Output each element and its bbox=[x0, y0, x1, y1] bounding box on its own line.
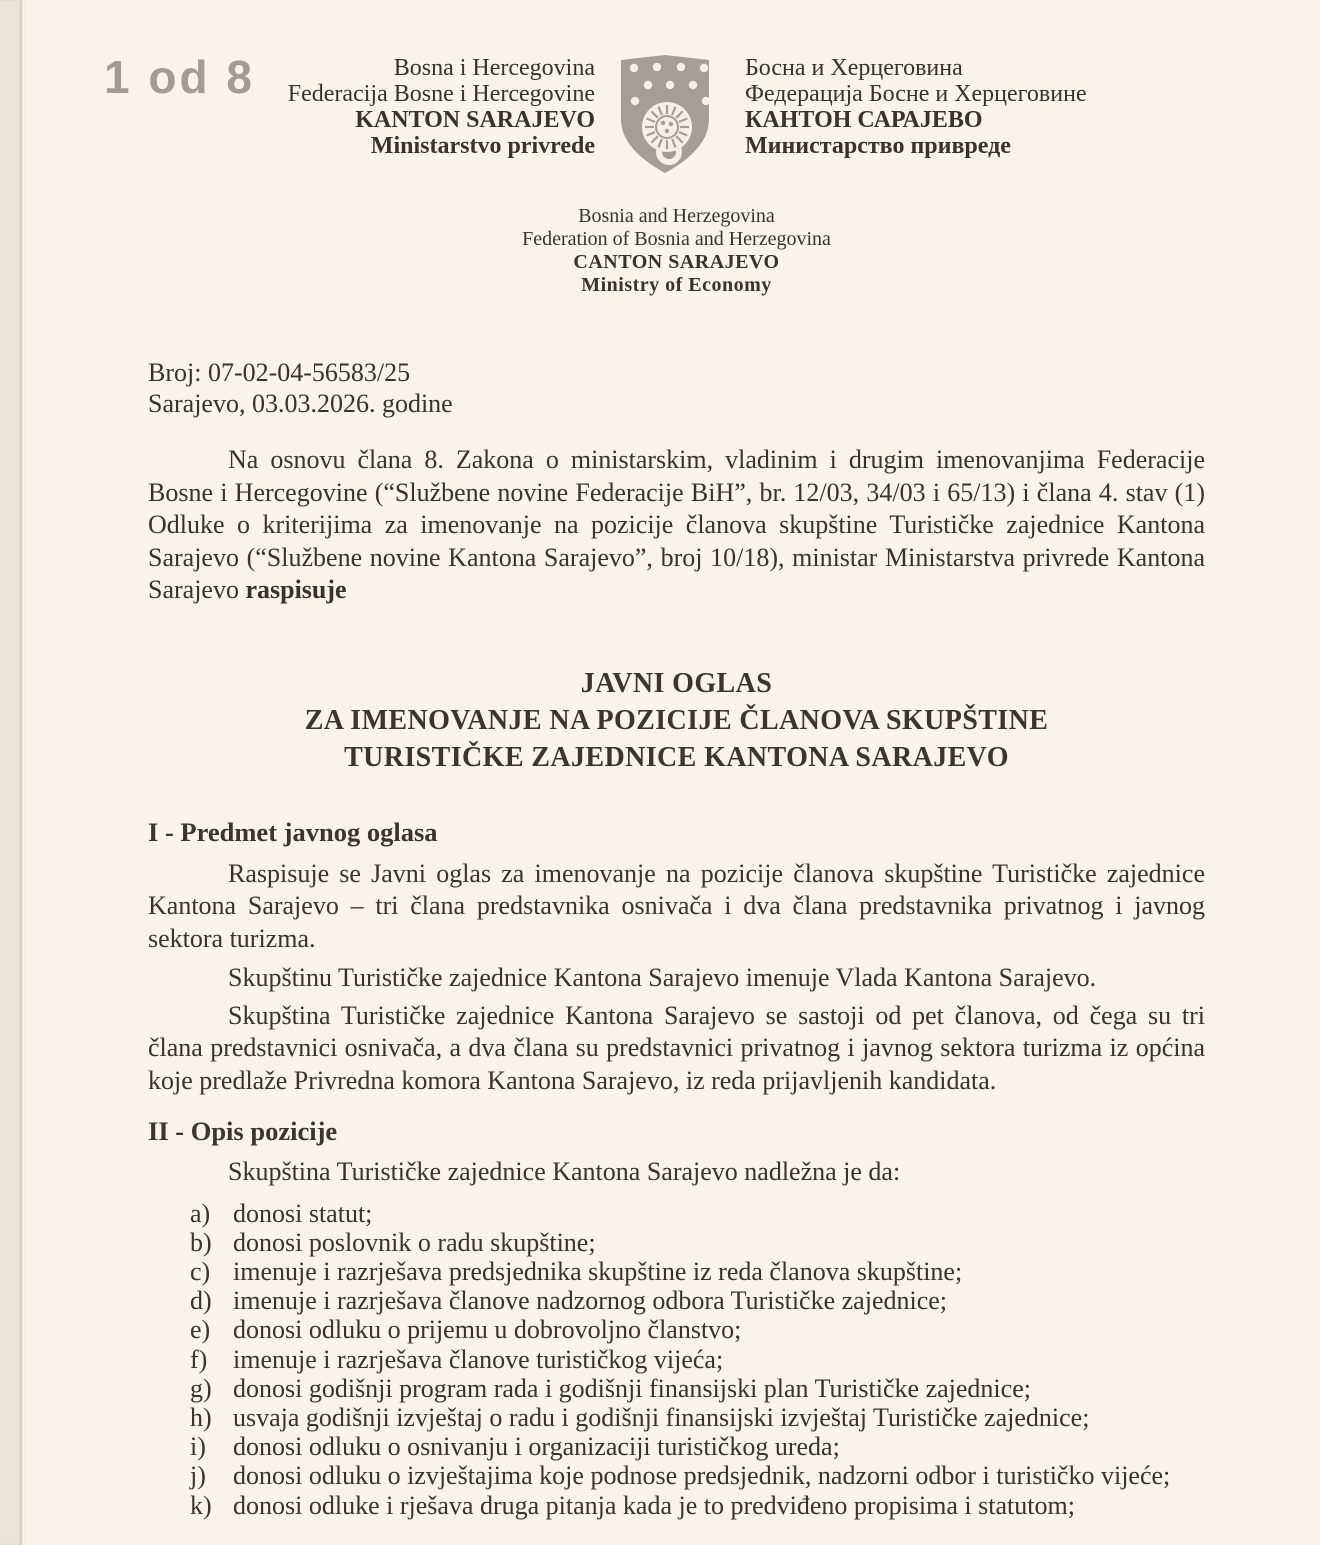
section-1-paragraph: Skupština Turističke zajednice Kantona Sarajevo se sastoji od pet članova, od čega su tri člana predstavnici osnivača, a dva člana su predstavnici privatnog i javnog sektora turizma iz općina koje predlaže Privredna komora Kantona Sarajevo, iz reda prijavljenih kandidata. bbox=[148, 1000, 1205, 1095]
document-meta bbox=[148, 357, 1205, 419]
letterhead-english-line: CANTON SARAJEVO bbox=[573, 251, 780, 273]
letterhead-english-line: Bosnia and Herzegovina bbox=[578, 205, 775, 227]
letterhead-english bbox=[148, 205, 1205, 297]
letterhead-latin-line: Federacija Bosne i Hercegovine bbox=[287, 81, 595, 107]
document-title-line: JAVNI OGLAS bbox=[580, 667, 773, 699]
list-item-marker: c) bbox=[190, 1256, 211, 1286]
list-item bbox=[148, 1228, 1205, 1257]
section-1-paragraph: Raspisuje se Javni oglas za imenovanje na pozicije članova skupštine Turističke zajednice Kantona Sarajevo – tri člana predstavnika osnivača i dva člana predstavnika privatnog i javnog sektora turizma. bbox=[148, 858, 1205, 953]
list-item-marker: d) bbox=[190, 1286, 212, 1316]
letterhead-cyrillic-line: Федерација Босне и Херцеговине bbox=[745, 81, 1087, 107]
list-item-text: donosi odluku o osnivanju i organizaciji turističkog ureda; bbox=[233, 1432, 840, 1462]
competencies-list bbox=[148, 1199, 1205, 1520]
list-item bbox=[148, 1491, 1205, 1520]
letterhead-cyrillic-line: Министарство привреде bbox=[745, 133, 1011, 159]
list-item bbox=[148, 1403, 1205, 1432]
list-item-marker: e) bbox=[190, 1315, 211, 1345]
letterhead-cyrillic bbox=[745, 55, 1087, 159]
list-item bbox=[148, 1374, 1205, 1403]
list-item-text: imenuje i razrješava članove turističkog vijeća; bbox=[233, 1344, 724, 1374]
letterhead-cyrillic-line: Босна и Херцеговина bbox=[745, 55, 963, 81]
list-item bbox=[148, 1286, 1205, 1315]
list-item bbox=[148, 1461, 1205, 1490]
legal-basis-bold-word: raspisuje bbox=[245, 575, 347, 604]
date-line: Sarajevo, 03.03.2026. godine bbox=[148, 389, 453, 418]
list-item-text: imenuje i razrješava predsjednika skupštine iz reda članova skupštine; bbox=[233, 1256, 963, 1286]
section-1-heading: I - Predmet javnog oglasa bbox=[148, 816, 438, 847]
list-item bbox=[148, 1257, 1205, 1286]
list-item-marker: b) bbox=[190, 1227, 212, 1257]
list-item-marker: a) bbox=[190, 1198, 211, 1228]
list-item-marker: f) bbox=[190, 1344, 208, 1374]
letterhead bbox=[148, 55, 1205, 180]
list-item-marker: i) bbox=[190, 1432, 206, 1462]
letterhead-latin-line: Ministarstvo privrede bbox=[370, 133, 595, 159]
list-item-text: donosi godišnji program rada i godišnji finansijski plan Turističke zajednice; bbox=[233, 1373, 1031, 1403]
document-title bbox=[148, 665, 1205, 776]
list-item bbox=[148, 1315, 1205, 1344]
section-1-paragraph: Skupštinu Turističke zajednice Kantona Sarajevo imenuje Vlada Kantona Sarajevo. bbox=[228, 963, 1097, 992]
list-item-marker: g) bbox=[190, 1373, 212, 1403]
list-item-text: donosi odluku o izvještajima koje podnose predsjednik, nadzorni odbor i turističko vijeće; bbox=[233, 1461, 1171, 1491]
list-item-text: donosi odluke i rješava druga pitanja kada je to predviđeno propisima i statutom; bbox=[233, 1490, 1075, 1520]
letterhead-latin-line: Bosna i Hercegovina bbox=[393, 55, 595, 81]
list-item-marker: j) bbox=[190, 1461, 206, 1491]
letterhead-cyrillic-line: КАНТОН САРАЈЕВО bbox=[745, 107, 983, 133]
list-item-text: donosi poslovnik o radu skupštine; bbox=[233, 1227, 596, 1257]
reference-number: Broj: 07-02-04-56583/25 bbox=[148, 358, 411, 387]
list-item-marker: h) bbox=[190, 1402, 212, 1432]
document-title-line: ZA IMENOVANJE NA POZICIJE ČLANOVA SKUPŠTINE bbox=[304, 704, 1049, 736]
legal-basis-text: Na osnovu člana 8. Zakona o ministarskim, vladinim i drugim imenovanjima Federacije Bosne i Hercegovine (“Službene novine Federacije BiH”, br. 12/03, 34/03 i 65/13) i člana 4. stav (1) Odluke o kriterijima za imenovanje na pozicije članova skupštine Turističke zajednice Kantona Sarajevo (“Službene novine Kantona Sarajevo”, broj 10/18), ministar Ministarstva privrede Kantona Sarajevo bbox=[148, 445, 1205, 604]
letterhead-latin bbox=[148, 55, 595, 159]
letterhead-latin-line: KANTON SARAJEVO bbox=[355, 107, 595, 133]
letterhead-english-line: Ministry of Economy bbox=[581, 274, 772, 296]
letterhead-english-line: Federation of Bosnia and Herzegovina bbox=[522, 228, 831, 250]
document-title-line: TURISTIČKE ZAJEDNICE KANTONA SARAJEVO bbox=[344, 741, 1009, 773]
list-item-text: usvaja godišnji izvještaj o radu i godišnji finansijski izvještaj Turističke zajednice; bbox=[233, 1402, 1090, 1432]
section-2-heading: II - Opis pozicije bbox=[148, 1116, 338, 1146]
legal-basis-paragraph bbox=[148, 444, 1205, 607]
list-item bbox=[148, 1345, 1205, 1374]
list-item-text: donosi odluku o prijemu u dobrovoljno članstvo; bbox=[233, 1315, 742, 1345]
coat-of-arms-icon bbox=[617, 53, 713, 180]
page-indicator: 1 od 8 bbox=[104, 51, 255, 103]
section-2-intro: Skupština Turističke zajednice Kantona Sarajevo nadležna je da: bbox=[228, 1157, 901, 1186]
list-item bbox=[148, 1432, 1205, 1461]
list-item-text: imenuje i razrješava članove nadzornog odbora Turističke zajednice; bbox=[233, 1286, 948, 1316]
list-item-text: donosi statut; bbox=[233, 1198, 373, 1228]
list-item bbox=[148, 1199, 1205, 1228]
list-item-marker: k) bbox=[190, 1490, 212, 1520]
